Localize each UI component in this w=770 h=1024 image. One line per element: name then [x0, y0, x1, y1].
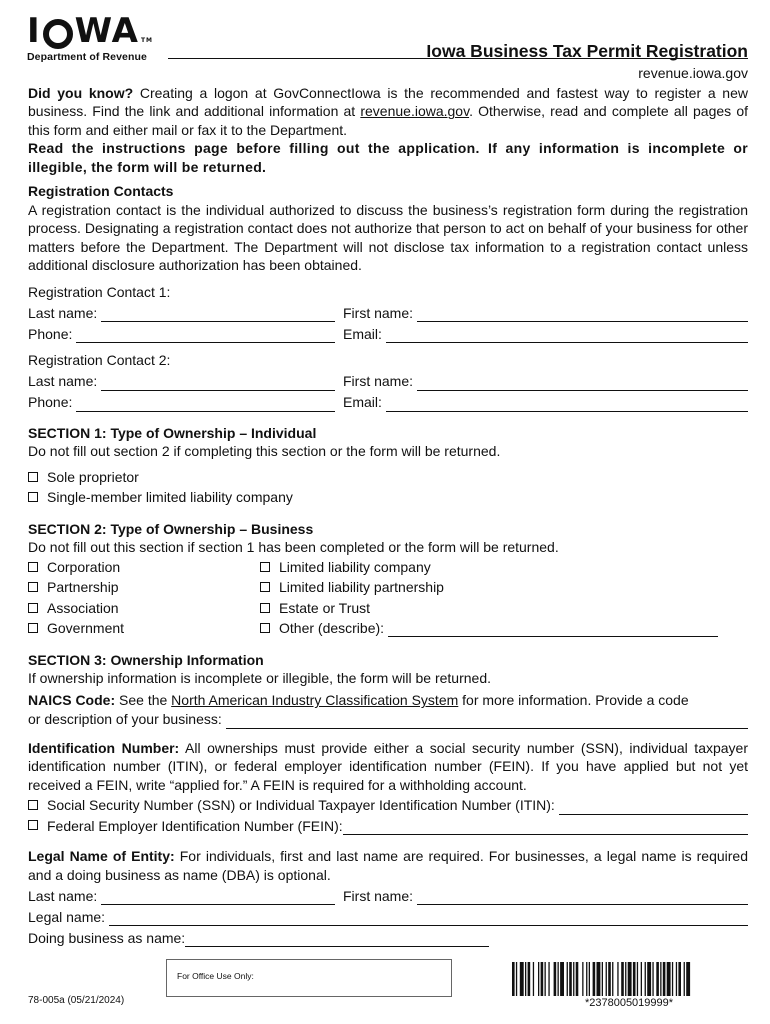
- instructions-warning: Read the instructions page before filling out the application. If any information is incomplete or illegible, the form will be returned.: [28, 140, 748, 175]
- office-use-label: For Office Use Only:: [177, 971, 254, 981]
- barcode-bar: [520, 962, 524, 996]
- contact1-email-field[interactable]: [386, 329, 748, 343]
- barcode-bar: [617, 962, 618, 996]
- logo-wordmark: I WA TM: [27, 11, 154, 51]
- option-label: Estate or Trust: [279, 599, 371, 616]
- contact1-name-row: [28, 301, 748, 322]
- barcode-bar: [625, 962, 626, 996]
- barcode-bar: [582, 962, 583, 996]
- section2-row-2: [28, 577, 748, 598]
- barcode-bar: [589, 962, 590, 996]
- contact2-label: Registration Contact 2:: [28, 352, 171, 369]
- option-label: Single-member limited liability company: [47, 489, 293, 506]
- option-partnership[interactable]: [28, 578, 260, 596]
- barcode-bar: [678, 962, 681, 996]
- barcode-bar: [647, 962, 651, 996]
- entity-last-name-field[interactable]: [101, 891, 335, 905]
- barcode-bar: [558, 962, 559, 996]
- iowa-logo: [27, 11, 167, 65]
- barcode-bar: [672, 962, 673, 996]
- contact2-last-name-field[interactable]: [101, 377, 335, 391]
- intro-paragraph: [28, 84, 748, 139]
- barcode-bar: [656, 962, 659, 996]
- barcode-bar: [548, 962, 549, 996]
- contacts-description: A registration contact is the individual authorized to discuss the business’s registration form during the registration process. Designating a registration contact does not authorize that person to act on behalf of your business for other matters before the Department. The Department will not disclose tax information to a registration contact unless additional disclosure authorization has been obtained.: [28, 201, 748, 274]
- barcode-bar: [528, 962, 531, 996]
- checkbox[interactable]: [28, 800, 38, 810]
- other-describe-field[interactable]: [388, 623, 718, 637]
- legal-name-row: [28, 905, 748, 926]
- contact2-email-field[interactable]: [386, 398, 748, 412]
- naics-label: NAICS Code:: [28, 692, 116, 709]
- barcode-bar: [606, 962, 607, 996]
- barcode-bar: [554, 962, 557, 996]
- option-label: Social Security Number (SSN) or Individual Taxpayer Identification Number (ITIN):: [47, 797, 555, 814]
- legal-name-text: For individuals, first and last name are required. For businesses, a legal name is required and a doing business as name (DBA) is optional.: [28, 848, 749, 883]
- section1-heading: SECTION 1: Type of Ownership – Individual: [28, 424, 317, 441]
- option-label: Government: [47, 620, 125, 637]
- contact1-first-name-label: First name:: [343, 304, 414, 321]
- contact1-email-label: Email:: [343, 325, 382, 342]
- barcode-bar: [541, 962, 544, 996]
- dba-label: Doing business as name:: [28, 929, 186, 946]
- checkbox[interactable]: [28, 820, 38, 830]
- option-label: Other (describe):: [279, 620, 385, 637]
- barcode-bar: [621, 962, 624, 996]
- checkbox[interactable]: [28, 603, 38, 613]
- barcode-bar: [608, 962, 611, 996]
- entity-last-name-label: Last name:: [28, 887, 98, 904]
- legal-name-paragraph: [28, 847, 748, 884]
- contact2-phone-label: Phone:: [28, 394, 73, 411]
- contact1-last-name-field[interactable]: [101, 308, 335, 322]
- barcode-bar: [686, 962, 690, 996]
- option-association[interactable]: [28, 599, 260, 617]
- option-estate-trust[interactable]: [260, 599, 370, 617]
- contact2-phone-row: [28, 391, 748, 412]
- barcode-bar: [652, 962, 653, 996]
- barcode-bar: [560, 962, 564, 996]
- barcode-bar: [612, 962, 613, 996]
- form-content: [28, 84, 748, 947]
- site-url: revenue.iowa.gov: [638, 65, 748, 81]
- option-label: Partnership: [47, 579, 119, 596]
- barcode-bar: [602, 962, 603, 996]
- legal-name-label: Legal name:: [28, 908, 106, 925]
- barcode-bar: [567, 962, 568, 996]
- dba-row: [28, 926, 748, 947]
- barcode-bar: [641, 962, 642, 996]
- entity-first-name-field[interactable]: [417, 891, 748, 905]
- option-label: Limited liability partnership: [279, 579, 444, 596]
- section2-row-1: [28, 557, 748, 578]
- barcode-bar: [525, 962, 526, 996]
- barcode-bar: [512, 962, 515, 996]
- option-label: Association: [47, 599, 119, 616]
- option-corporation[interactable]: [28, 558, 260, 576]
- logo-circle-icon: [43, 19, 73, 49]
- option-label: Federal Employer Identification Number (FEIN):: [47, 817, 343, 834]
- barcode-bar: [597, 962, 601, 996]
- checkbox[interactable]: [28, 562, 38, 572]
- checkbox[interactable]: [28, 472, 38, 482]
- section2-heading: SECTION 2: Type of Ownership – Business: [28, 520, 314, 537]
- contact1-phone-label: Phone:: [28, 325, 73, 342]
- contact1-first-name-field[interactable]: [417, 308, 748, 322]
- option-other[interactable]: [260, 619, 748, 637]
- identification-label: Identification Number:: [28, 739, 180, 756]
- contact2-last-name-label: Last name:: [28, 373, 98, 390]
- contacts-heading: Registration Contacts: [28, 183, 174, 200]
- revenue-link[interactable]: revenue.iowa.gov: [360, 103, 470, 120]
- checkbox[interactable]: [260, 603, 270, 613]
- contact2-first-name-field[interactable]: [417, 377, 748, 391]
- option-llp[interactable]: [260, 578, 444, 596]
- barcode-bar: [516, 962, 517, 996]
- barcode-bar: [576, 962, 579, 996]
- barcode-number: *2378005019999*: [584, 997, 674, 1009]
- checkbox[interactable]: [260, 623, 270, 633]
- entity-name-row: [28, 884, 748, 905]
- did-you-know-label: Did you know?: [28, 85, 134, 101]
- section2-row-4: [28, 618, 748, 639]
- intro-text-1: Creating a logon at GovConnectIowa is the recommended and fastest way to register a new business. Find the link and additional information at: [28, 85, 748, 120]
- office-use-box: [166, 959, 452, 997]
- naics-link[interactable]: North American Industry Classification System: [171, 692, 459, 709]
- option-single-member-llc[interactable]: [28, 487, 748, 508]
- checkbox[interactable]: [260, 582, 270, 592]
- entity-first-name-label: First name:: [343, 887, 414, 904]
- contact2-phone-field[interactable]: [76, 398, 335, 412]
- identification-text: All ownerships must provide either a social security number (SSN), individual taxpayer identification number (ITIN), or federal employer identification number (FEIN). If you have applied but not yet received a FEIN, write “applied for.” A FEIN is required for a withholding account.: [28, 739, 748, 793]
- form-title: Iowa Business Tax Permit Registration: [426, 41, 748, 61]
- contact1-last-name-label: Last name:: [28, 304, 98, 321]
- barcode-bar: [667, 962, 671, 996]
- naics-field[interactable]: [226, 715, 748, 729]
- barcode-bar: [637, 962, 638, 996]
- barcode-bar: [645, 962, 646, 996]
- naics-paragraph: [28, 691, 748, 709]
- contact2-first-name-label: First name:: [343, 373, 414, 390]
- barcode-bar: [538, 962, 539, 996]
- identification-paragraph: [28, 739, 748, 794]
- barcode: [512, 962, 746, 996]
- contact1-phone-field[interactable]: [76, 329, 335, 343]
- barcode-bar: [545, 962, 546, 996]
- option-sole-proprietor[interactable]: [28, 467, 748, 488]
- barcode-bar: [586, 962, 587, 996]
- department-name: Department of Revenue: [27, 51, 147, 63]
- form-number: 78-005a (05/21/2024): [28, 995, 125, 1006]
- barcode-bar: [628, 962, 632, 996]
- barcode-bar: [633, 962, 636, 996]
- option-fein[interactable]: [28, 815, 748, 836]
- barcode-bar: [593, 962, 596, 996]
- option-label: Corporation: [47, 558, 121, 575]
- section2-note: Do not fill out this section if section 1 has been completed or the form will be returned.: [28, 539, 559, 556]
- naics-text: for more information. Provide a code: [458, 692, 689, 709]
- option-government[interactable]: [28, 619, 260, 637]
- checkbox[interactable]: [28, 492, 38, 502]
- barcode-bar: [684, 962, 685, 996]
- barcode-bar: [660, 962, 661, 996]
- naics-text: See the: [115, 692, 172, 709]
- barcode-bar: [663, 962, 666, 996]
- section3-note: If ownership information is incomplete or illegible, the form will be returned.: [28, 669, 491, 686]
- contact2-email-label: Email:: [343, 394, 382, 411]
- intro-text-2: . Otherwise, read and complete all pages of this form and either mail or fax it to the Department.: [28, 103, 748, 138]
- option-ssn-itin[interactable]: [28, 794, 748, 815]
- section2-row-3: [28, 598, 748, 619]
- contact1-phone-row: [28, 322, 748, 343]
- barcode-bar: [569, 962, 572, 996]
- contact1-label: Registration Contact 1:: [28, 283, 171, 300]
- option-label: Sole proprietor: [47, 468, 139, 485]
- section3-heading: SECTION 3: Ownership Information: [28, 651, 264, 668]
- dba-field[interactable]: [185, 933, 489, 947]
- checkbox[interactable]: [28, 623, 38, 633]
- naics-row: [28, 710, 748, 729]
- legal-name-field[interactable]: [109, 912, 748, 926]
- ssn-itin-field[interactable]: [559, 801, 748, 815]
- checkbox[interactable]: [260, 562, 270, 572]
- barcode-bar: [676, 962, 677, 996]
- option-llc[interactable]: [260, 558, 431, 576]
- contact2-name-row: [28, 370, 748, 391]
- barcode-bar: [573, 962, 574, 996]
- option-label: Limited liability company: [279, 558, 431, 575]
- checkbox[interactable]: [28, 582, 38, 592]
- logo-trademark: TM: [140, 37, 154, 44]
- barcode-bar: [533, 962, 534, 996]
- legal-name-entity-label: Legal Name of Entity:: [28, 848, 175, 865]
- fein-field[interactable]: [343, 821, 748, 835]
- naics-description-label: or description of your business:: [28, 711, 222, 728]
- section1-note: Do not fill out section 2 if completing this section or the form will be returned.: [28, 443, 501, 460]
